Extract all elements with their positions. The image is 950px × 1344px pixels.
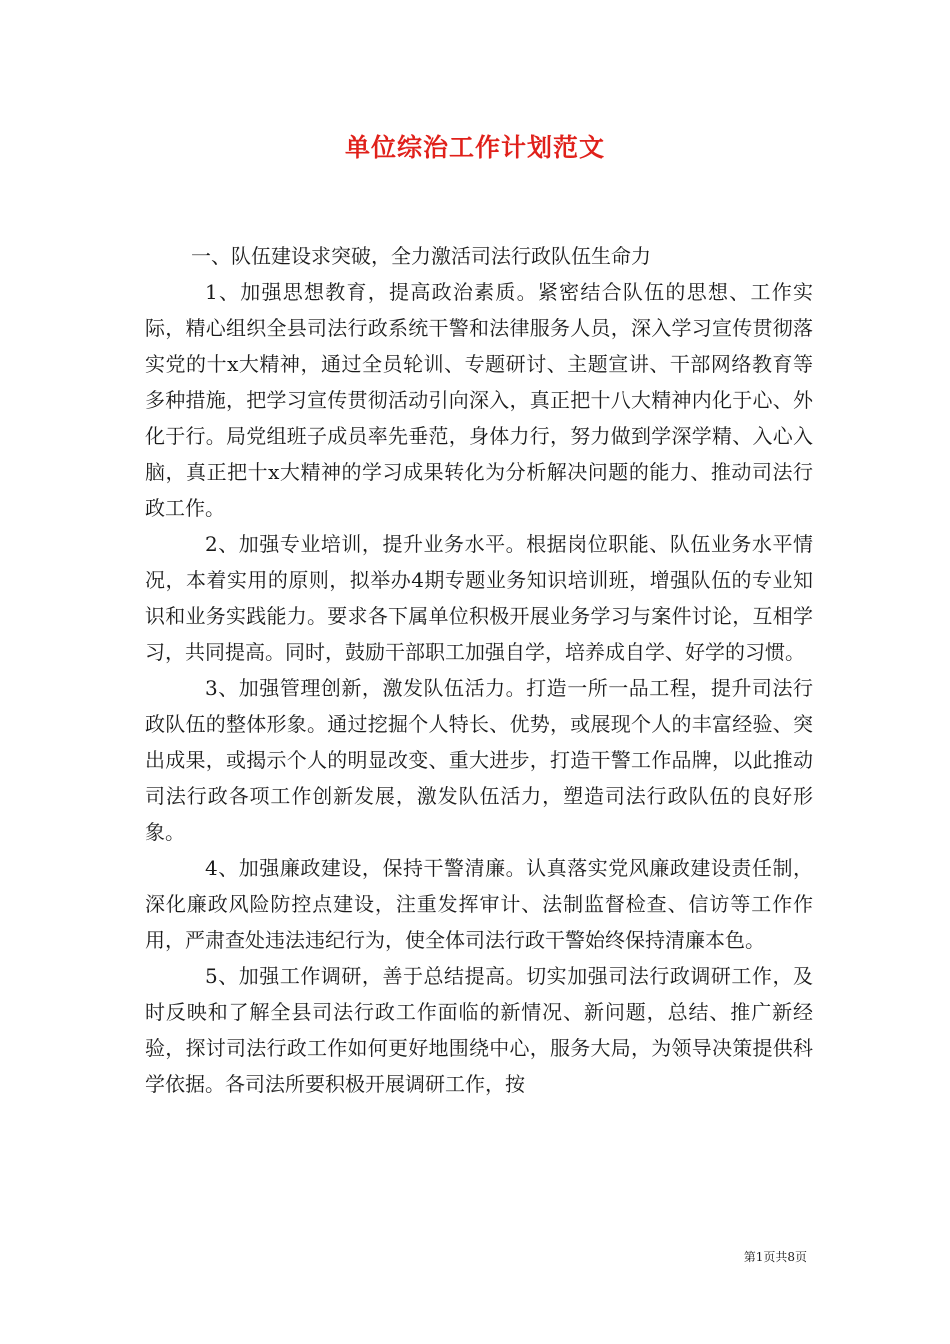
page-title: 单位综治工作计划范文 bbox=[344, 133, 605, 162]
paragraph-3: 3、加强管理创新，激发队伍活力。打造一所一品工程，提升司法行政队伍的整体形象。通过挖掘个人特长、优势，或展现个人的丰富经验、突出成果，或揭示个人的明显改变、重大进步，打造干警工作品牌，以此推动司法行政各项工作创新发展，激发队伍活力，塑造司法行政队伍的良好形象。 bbox=[145, 676, 813, 844]
paragraph-1: 1、加强思想教育，提高政治素质。紧密结合队伍的思想、工作实际，精心组织全县司法行政系统干警和法律服务人员，深入学习宣传贯彻落实党的十x大精神，通过全员轮训、专题研讨、主题宣讲、干部网络教育等多种措施，把学习宣传贯彻活动引向深入，真正把十八大精神内化于心、外化于行。局党组班子成员率先垂范，身体力行，努力做到学深学精、入心入脑，真正把十x大精神的学习成果转化为分析解决问题的能力、推动司法行政工作。 bbox=[145, 280, 813, 520]
paragraph-5: 5、加强工作调研，善于总结提高。切实加强司法行政调研工作，及时反映和了解全县司法行政工作面临的新情况、新问题，总结、推广新经验，探讨司法行政工作如何更好地围绕中心，服务大局，为领导决策提供科学依据。各司法所要积极开展调研工作，按 bbox=[145, 964, 813, 1096]
section-heading: 一、队伍建设求突破，全力激活司法行政队伍生命力 bbox=[191, 244, 651, 268]
paragraph-4: 4、加强廉政建设，保持干警清廉。认真落实党风廉政建设责任制，深化廉政风险防控点建设，注重发挥审计、法制监督检查、信访等工作作用，严肃查处违法违纪行为，使全体司法行政干警始终保持清廉本色。 bbox=[145, 856, 813, 952]
page-number-footer: 第1页共8页 bbox=[743, 1250, 807, 1264]
paragraph-2: 2、加强专业培训，提升业务水平。根据岗位职能、队伍业务水平情况，本着实用的原则，拟举办4期专题业务知识培训班，增强队伍的专业知识和业务实践能力。要求各下属单位积极开展业务学习与案件讨论，互相学习，共同提高。同时，鼓励干部职工加强自学，培养成自学、好学的习惯。 bbox=[145, 532, 813, 664]
document-body bbox=[145, 238, 813, 1102]
